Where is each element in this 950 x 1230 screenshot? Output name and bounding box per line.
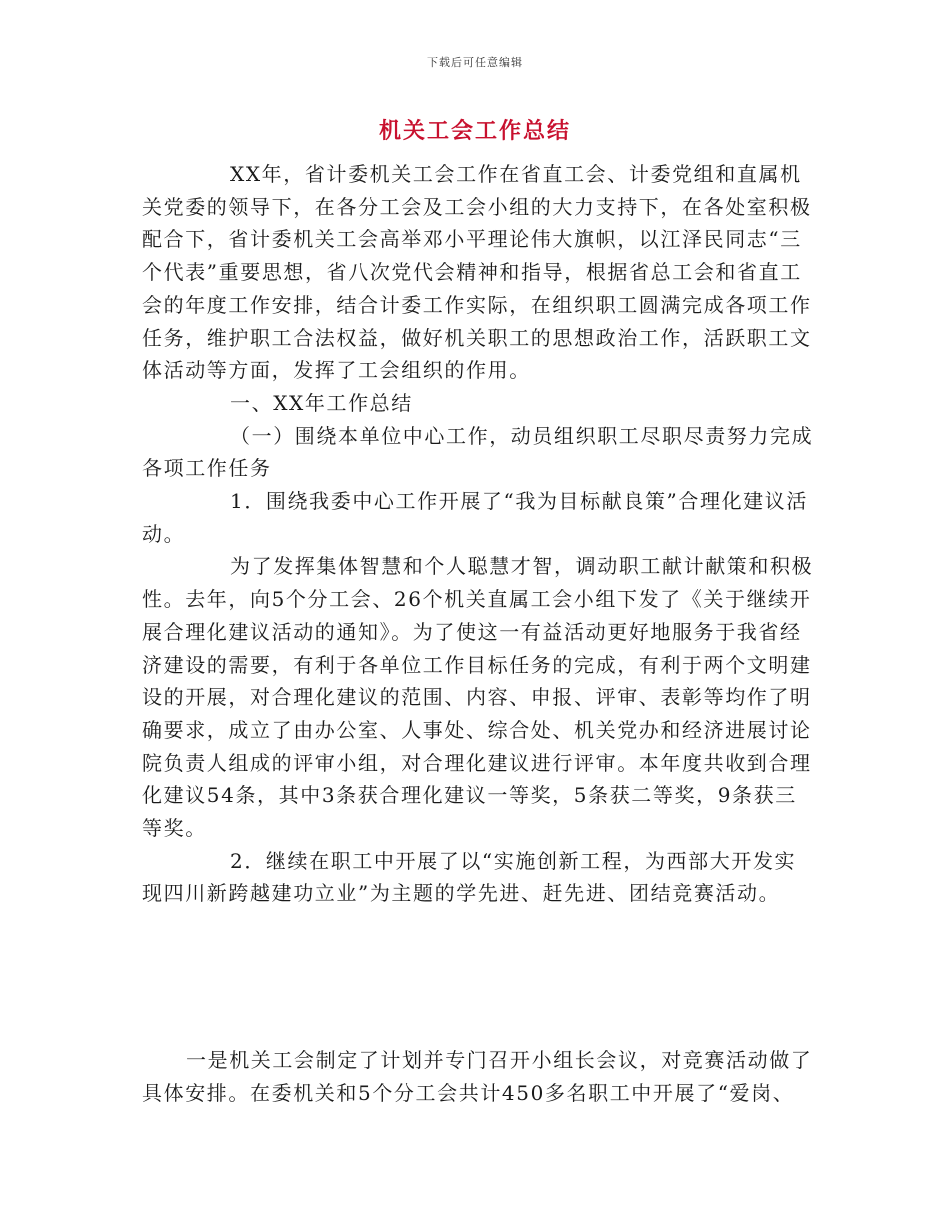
subsection-heading: （一）围绕本单位中心工作，动员组织职工尽职尽责努力完成各项工作任务 <box>142 423 814 481</box>
paragraph-suggestions: 为了发挥集体智慧和个人聪慧才智，调动职工献计献策和积极性。去年，向5个分工会、26个机关直属工会小组下发了《关于继续开展合理化建议活动的通知》。为了使这一有益活动更好地服务于我省经济建设的需要，有利于各单位工作目标任务的完成，有利于两个文明建设的开展，对合理化建议的范围、内容、申报、评审、表彰等均作了明确要求，成立了由办公室、人事处、综合处、机关党办和经济进展讨论院负责人组成的评审小组，对合理化建议进行评审。本年度共收到合理化建议54条，其中3条获合理化建议一等奖，5条获二等奖，9条获三等奖。 <box>142 554 814 841</box>
document-body-continued <box>142 1044 832 1109</box>
header-note: 下载后可任意编辑 <box>427 56 523 69</box>
document-title: 机关工会工作总结 <box>378 118 571 144</box>
document-body <box>142 158 814 910</box>
paragraph-competition: 一是机关工会制定了计划并专门召开小组长会议，对竞赛活动做了具体安排。在委机关和5个分工会共计450多名职工中开展了“爱岗、 <box>142 1048 813 1105</box>
item-heading-1: 1．围绕我委中心工作开展了“我为目标献良策”合理化建议活动。 <box>142 489 808 546</box>
item-heading-2: 2．继续在职工中开展了以“实施创新工程，为西部大开发实现四川新跨越建功立业”为主题的学先进、赶先进、团结竞赛活动。 <box>142 848 797 906</box>
section-heading: 一、XX年工作总结 <box>230 390 413 415</box>
paragraph-intro: XX年，省计委机关工会工作在省直工会、计委党组和直属机关党委的领导下，在各分工会及工会小组的大力支持下，在各处室积极配合下，省计委机关工会高举邓小平理论伟大旗帜，以江泽民同志“三个代表”重要思想，省八次党代会精神和指导，根据省总工会和省直工会的年度工作安排，结合计委工作实际，在组织职工圆满完成各项工作任务，维护职工合法权益，做好机关职工的思想政治工作，活跃职工文体活动等方面，发挥了工会组织的作用。 <box>142 162 812 383</box>
